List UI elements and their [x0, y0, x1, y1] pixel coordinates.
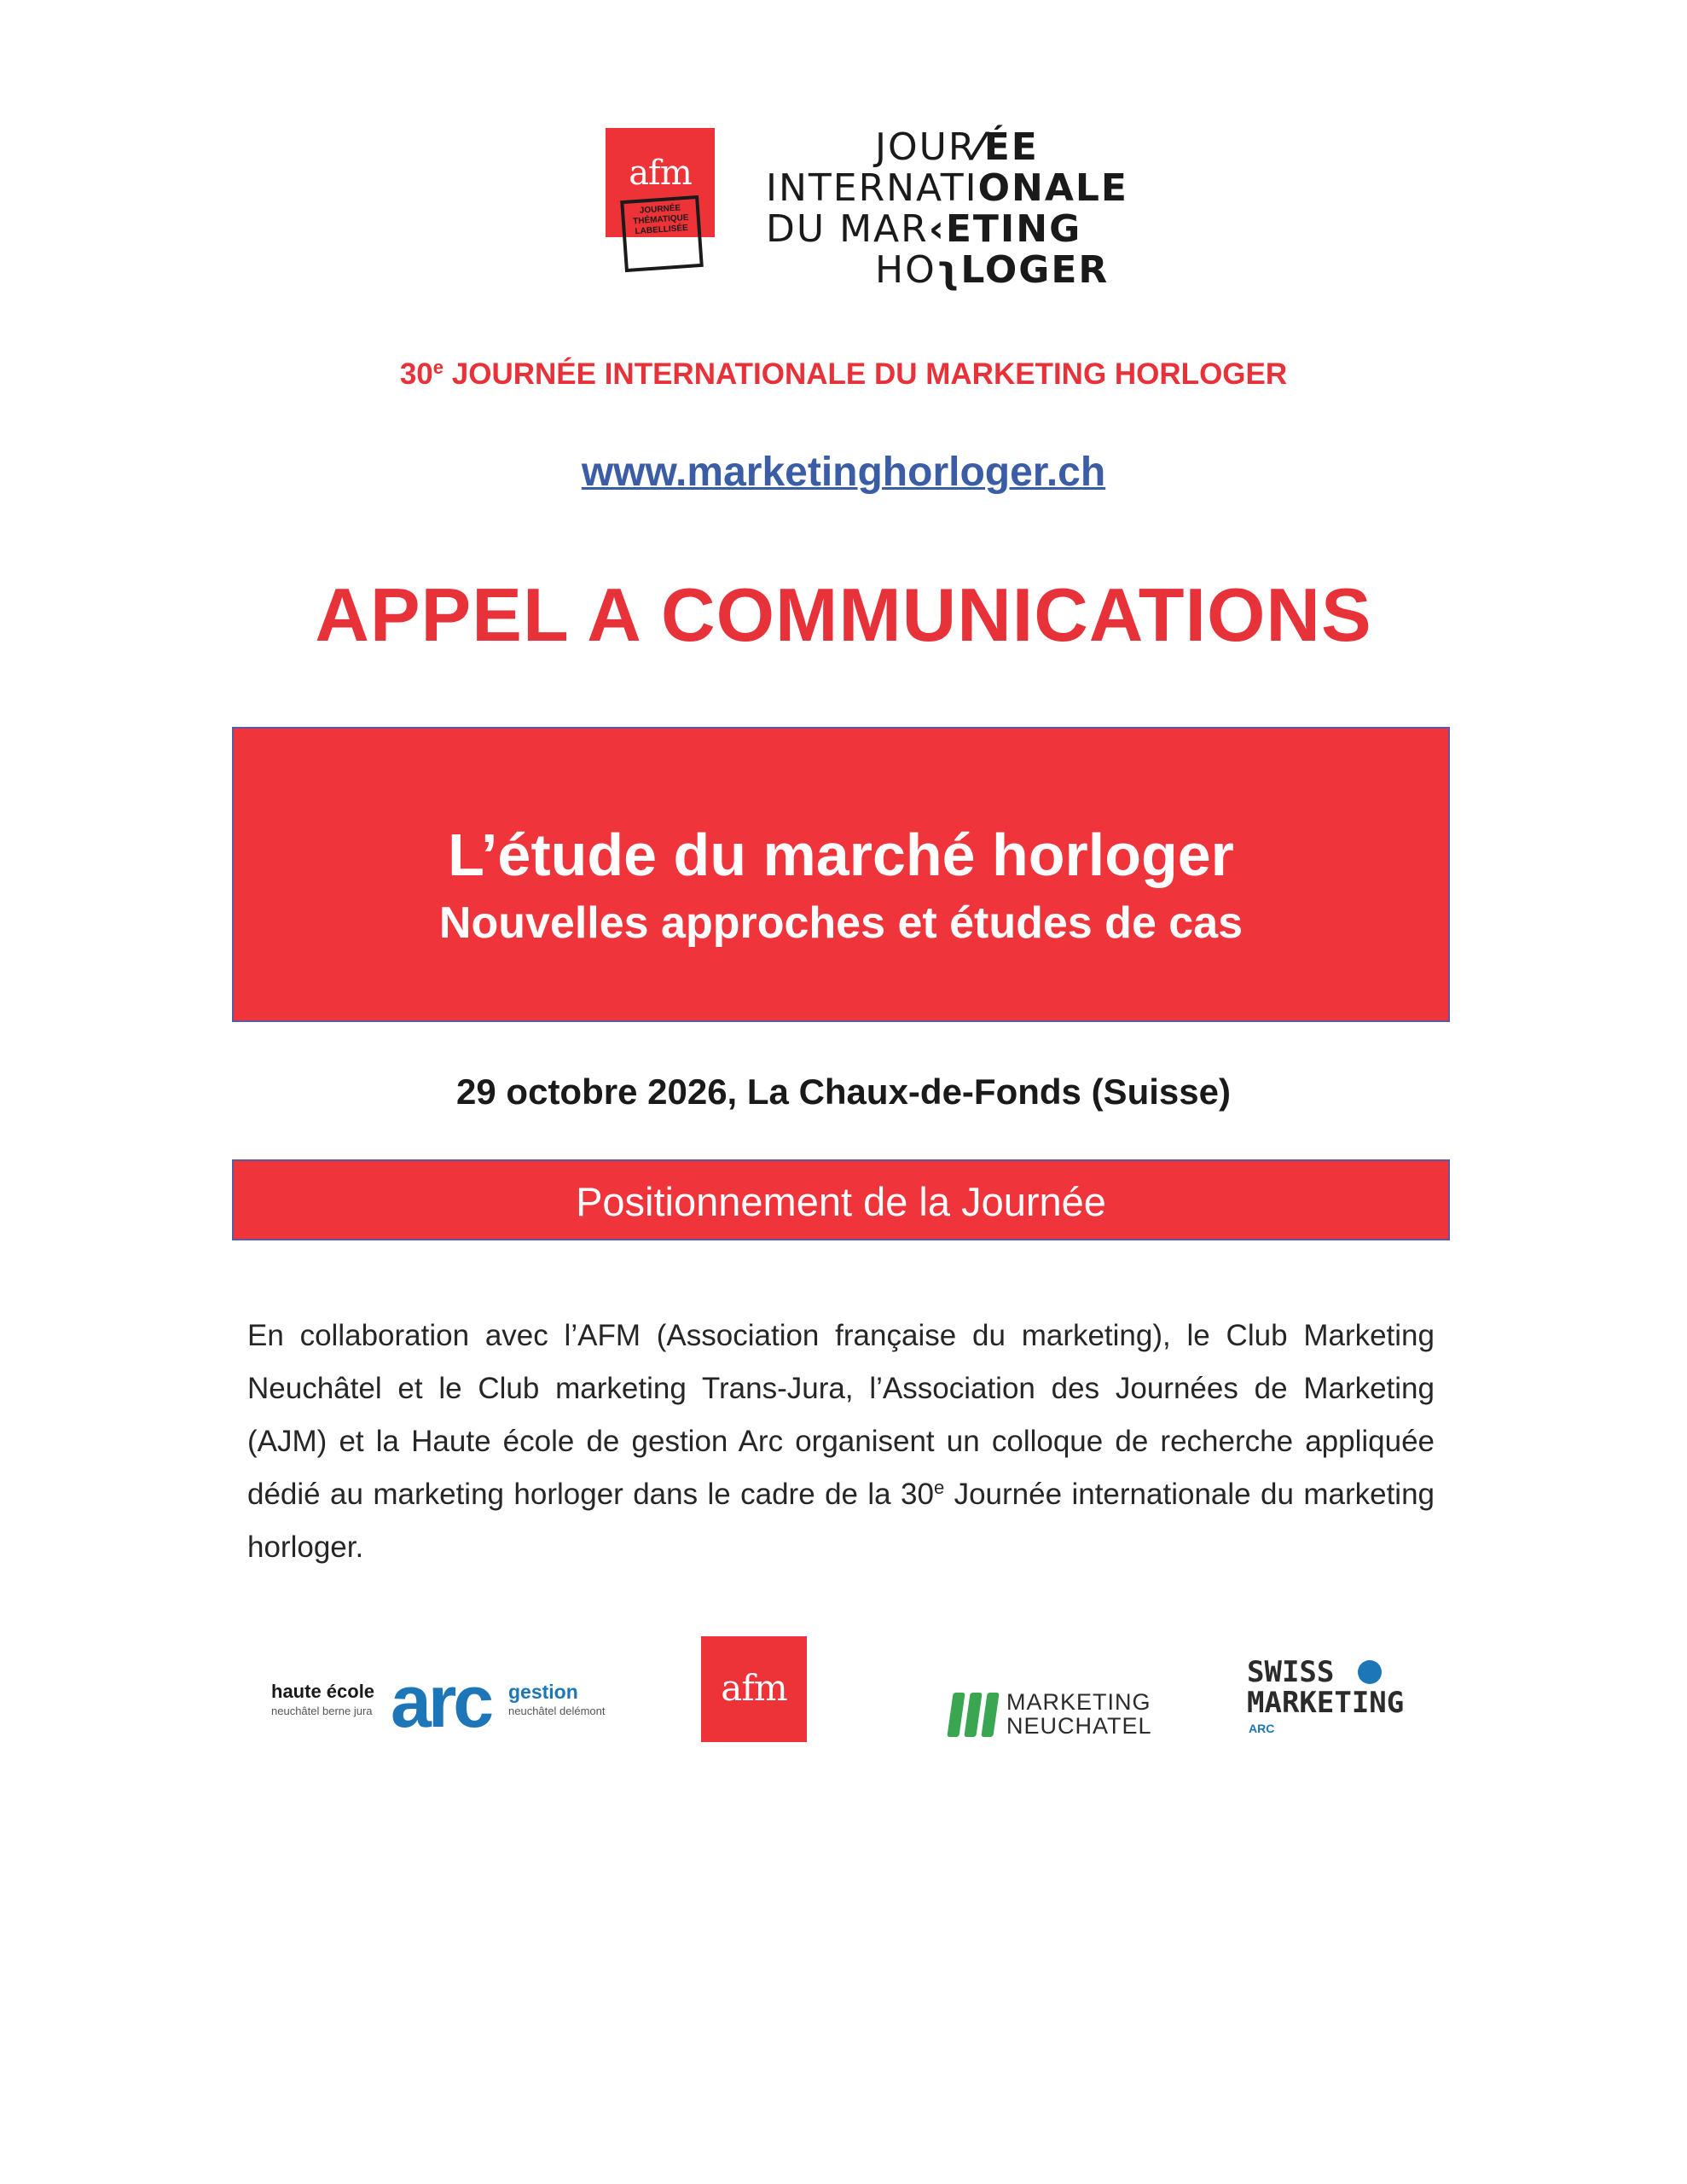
afm-logo-text: afm: [629, 154, 692, 193]
neuchatel-bars-icon: [950, 1693, 998, 1737]
call-for-papers-title: APPEL A COMMUNICATIONS: [315, 572, 1372, 657]
labellisee-stamp: [620, 195, 704, 272]
stamp-text: JOURNÉE THÉMATIQUE LABELLISÉE: [632, 203, 689, 237]
section-title: Positionnement de la Journée: [576, 1179, 1106, 1224]
event-date-location: 29 octobre 2026, La Chaux-de-Fonds (Suisse): [456, 1072, 1231, 1112]
section-banner: [232, 1159, 1450, 1240]
swiss-marketing-dot-icon: [1358, 1660, 1382, 1684]
theme-title: L’étude du marché horloger: [448, 822, 1234, 888]
afm-logo: afm: [701, 1636, 807, 1742]
he-arc-logo: haute école neuchâtel berne jura arc gestion neuchâtel delémont: [271, 1661, 606, 1743]
positioning-paragraph: En collaboration avec l’AFM (Association française du marketing), le Club Marketing Neuchâtel et le Club marketing Trans-Jura, l’Association des Journées de Marketing (AJM) et la Haute école de gestion Arc organisent un colloque de recherche appliquée dédié au marketing horloger dans le cadre de la 30e Journée internationale du marketing horloger.: [247, 1319, 1435, 1564]
logo-line-4: HOʅLOGER: [875, 248, 1110, 292]
afm-labellisee-logo: [606, 128, 715, 237]
swiss-marketing-logo: SWISS MARKETING ARC: [1247, 1655, 1405, 1735]
website-link[interactable]: www.marketinghorloger.ch: [581, 450, 1106, 495]
theme-subtitle: Nouvelles approches et études de cas: [438, 898, 1244, 948]
marketing-neuchatel-logo: MARKETING NEUCHATEL: [950, 1689, 1155, 1740]
theme-banner: [232, 727, 1450, 1022]
logo-line-3: DU MAR‹ETING: [766, 207, 1082, 251]
edition-title: 30e JOURNÉE INTERNATIONALE DU MARKETING HORLOGER: [399, 357, 1288, 391]
journee-marketing-horloger-logo: [766, 125, 1128, 292]
logo-line-1: JOUR⁄ÉE: [875, 125, 1039, 169]
logo-line-2: INTERNATIONALE: [766, 166, 1128, 210]
